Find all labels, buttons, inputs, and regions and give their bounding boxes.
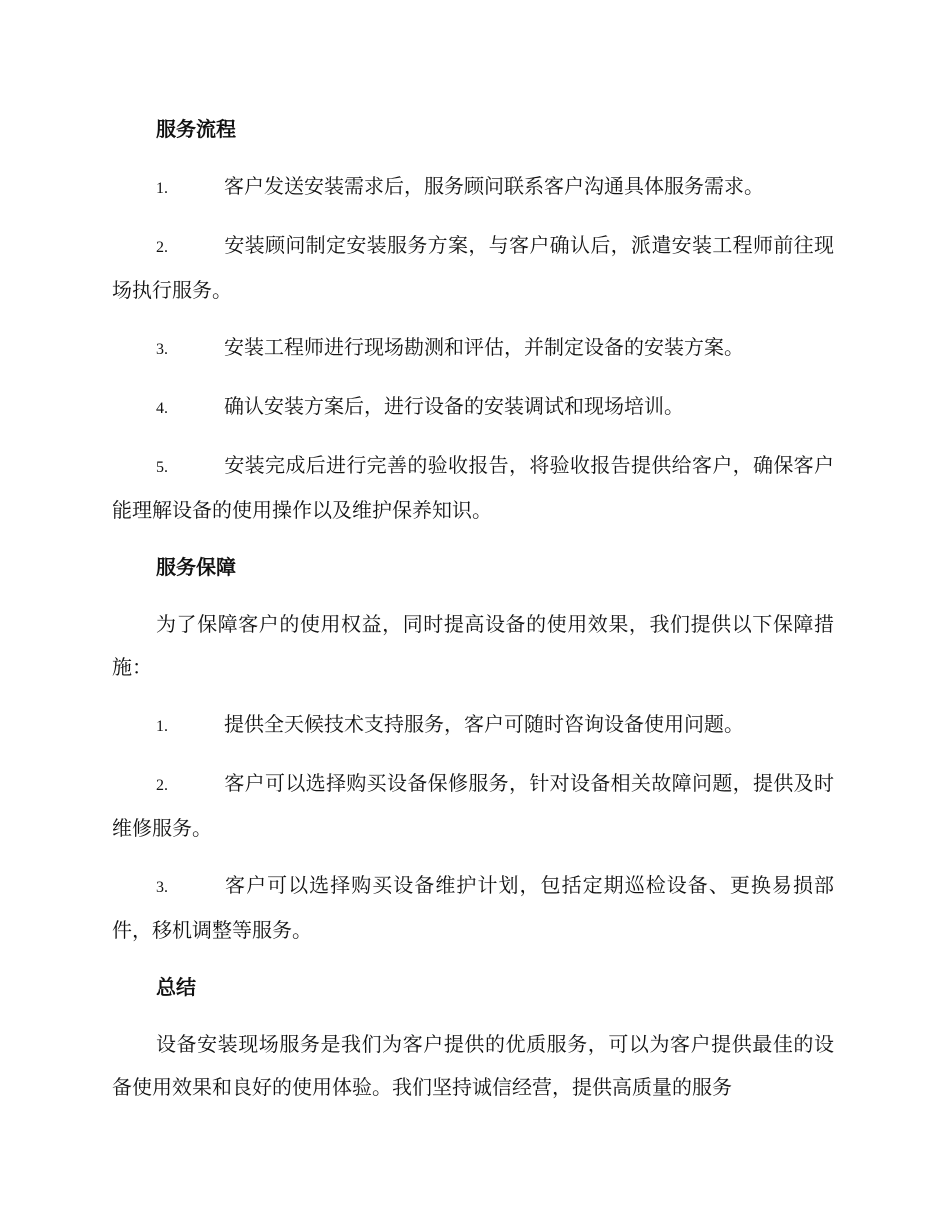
list-item <box>112 385 834 430</box>
list-item <box>112 444 834 532</box>
document-page <box>112 108 834 1123</box>
list-number: 2. <box>156 239 168 256</box>
section-intro-paragraph: 为了保障客户的使用权益，同时提高设备的使用效果，我们提供以下保障措施： <box>112 612 834 679</box>
section-heading-summary: 总结 <box>156 975 196 999</box>
list-item <box>112 703 834 748</box>
list-item <box>112 165 834 210</box>
list-item <box>112 762 834 850</box>
list-number: 5. <box>156 459 168 476</box>
list-item <box>112 224 834 312</box>
summary-paragraph: 设备安装现场服务是我们为客户提供的优质服务，可以为客户提供最佳的设备使用效果和良好的使用体验。我们坚持诚信经营，提供高质量的服务 <box>112 1032 834 1099</box>
section-heading-service-process: 服务流程 <box>156 117 236 141</box>
list-text: 安装完成后进行完善的验收报告，将验收报告提供给客户，确保客户能理解设备的使用操作以及维护保养知识。 <box>112 453 834 522</box>
list-text: 客户可以选择购买设备维护计划，包括定期巡检设备、更换易损部件，移机调整等服务。 <box>112 873 834 942</box>
list-text: 安装顾问制定安装服务方案，与客户确认后，派遣安装工程师前往现场执行服务。 <box>112 233 834 302</box>
list-text: 安装工程师进行现场勘测和评估，并制定设备的安装方案。 <box>224 335 744 359</box>
list-number: 2. <box>156 777 168 794</box>
list-text: 客户发送安装需求后，服务顾问联系客户沟通具体服务需求。 <box>224 174 764 198</box>
list-text: 提供全天候技术支持服务，客户可随时咨询设备使用问题。 <box>224 712 744 736</box>
list-number: 3. <box>156 341 168 358</box>
list-number: 4. <box>156 400 168 417</box>
section-heading-service-guarantee: 服务保障 <box>156 555 236 579</box>
list-number: 1. <box>156 180 168 197</box>
list-text: 确认安装方案后，进行设备的安装调试和现场培训。 <box>224 394 684 418</box>
list-number: 1. <box>156 718 168 735</box>
list-item <box>112 864 834 952</box>
list-item <box>112 326 834 371</box>
list-text: 客户可以选择购买设备保修服务，针对设备相关故障问题，提供及时维修服务。 <box>112 771 834 840</box>
list-number: 3. <box>156 879 168 896</box>
